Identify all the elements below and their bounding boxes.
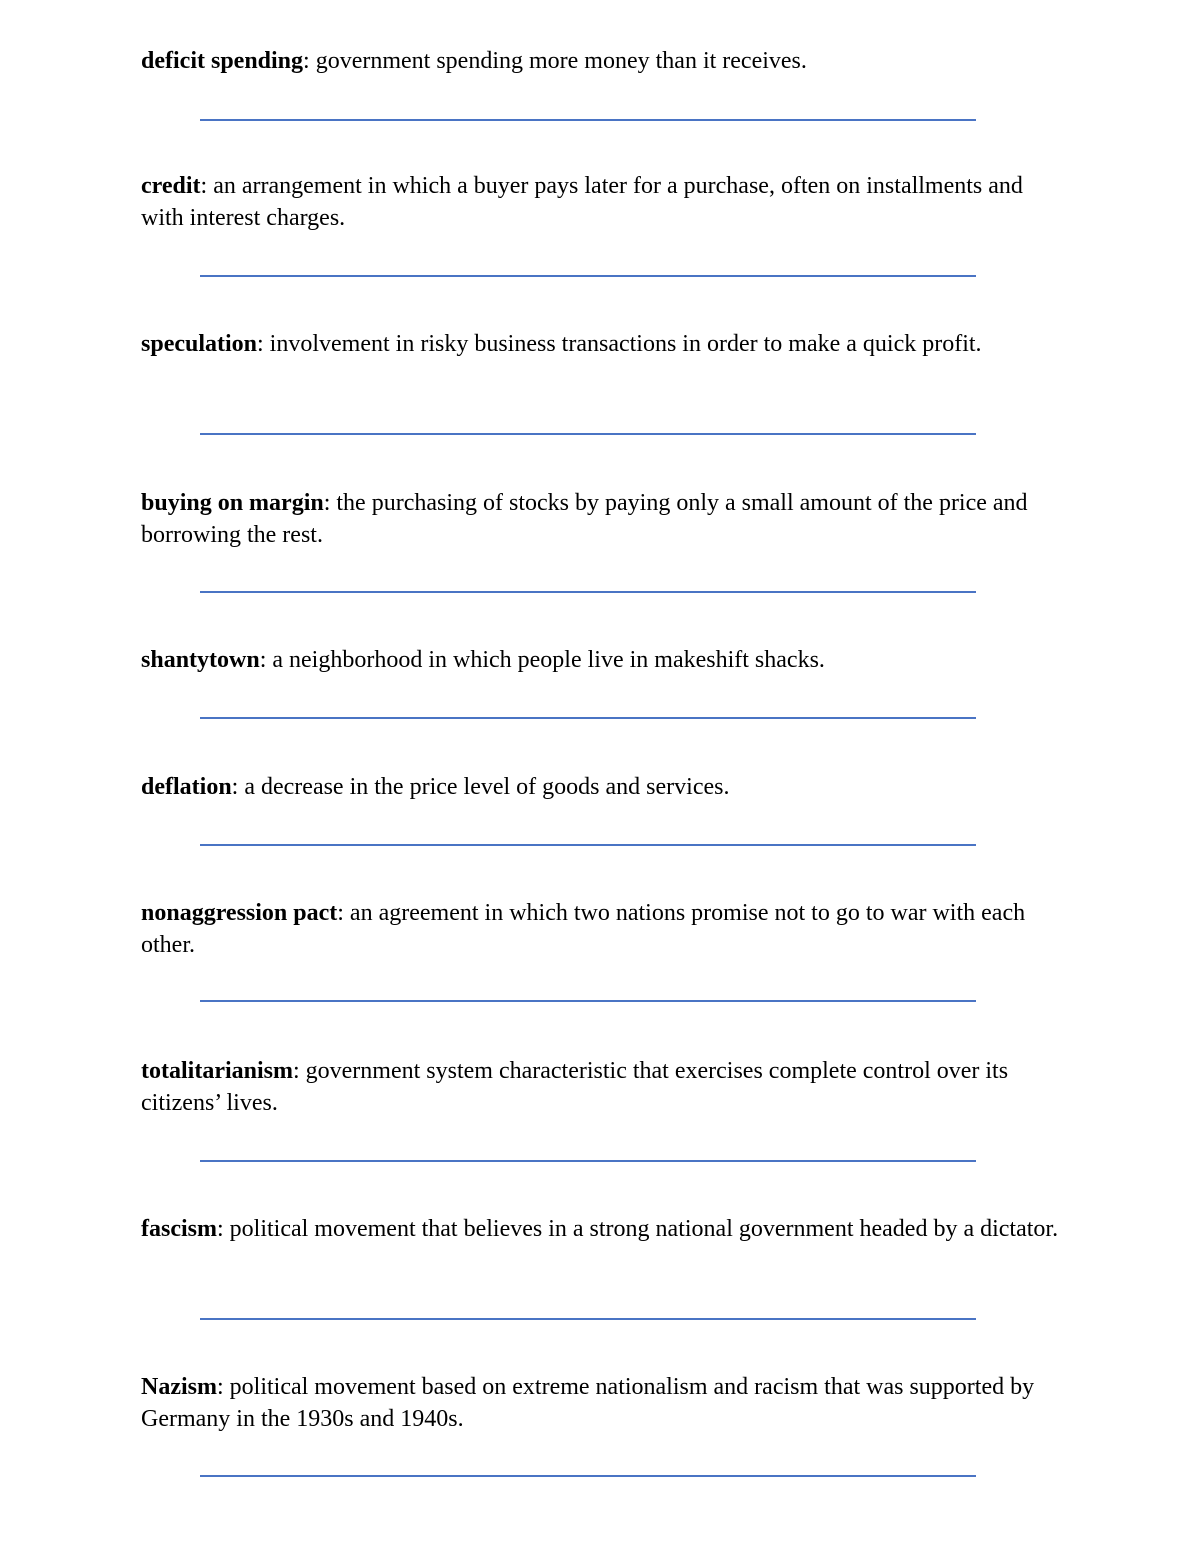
vocab-term: speculation [141,331,258,357]
vocab-entry-fascism [141,1214,1061,1246]
vocab-definition [141,488,1061,551]
vocab-definition [141,171,1061,234]
vocab-entry-nonaggression-pact [141,898,1061,961]
vocab-definition [141,329,1061,361]
vocab-definition-text: : a decrease in the price level of goods and services. [231,774,730,800]
vocab-definition-text: : government system characteristic that exercises complete control over its citizens’ lives. [141,1058,1009,1116]
answer-line [200,275,976,277]
vocab-term: deflation [141,774,232,800]
answer-line [200,844,976,846]
vocab-term: Nazism [141,1374,217,1400]
vocab-definition [141,1372,1061,1435]
vocab-definition-text: : involvement in risky business transactions in order to make a quick profit. [257,331,982,357]
vocab-entry-shantytown [141,645,1061,677]
vocab-definition [141,645,1061,677]
answer-line [200,1318,976,1320]
vocab-definition [141,898,1061,961]
vocab-definition [141,1056,1061,1119]
answer-line [200,119,976,121]
vocab-definition-text: : political movement that believes in a strong national government headed by a dictator. [216,1216,1059,1242]
vocab-definition [141,1214,1061,1246]
vocab-definition [141,772,1061,804]
vocab-term: totalitarianism [141,1058,293,1084]
vocab-entry-buying-on-margin [141,488,1061,551]
vocab-entry-nazism [141,1372,1061,1435]
vocab-definition-text: : government spending more money than it receives. [303,48,807,74]
vocab-term: buying on margin [141,490,324,516]
vocab-entry-deficit-spending [141,46,1061,78]
vocab-entry-totalitarianism [141,1056,1061,1119]
vocab-term: nonaggression pact [141,900,338,926]
vocab-term: fascism [141,1216,217,1242]
vocab-definition-text: : an agreement in which two nations promise not to go to war with each other. [141,900,1026,958]
vocab-entry-credit [141,171,1061,234]
vocab-definition [141,46,1061,78]
answer-line [200,433,976,435]
vocab-definition-text: : the purchasing of stocks by paying only a small amount of the price and borrowing the rest. [141,490,1028,548]
answer-line [200,1475,976,1477]
answer-line [200,591,976,593]
vocab-definition-text: : a neighborhood in which people live in makeshift shacks. [259,647,825,673]
vocab-term: shantytown [141,647,260,673]
answer-line [200,1000,976,1002]
vocab-entry-speculation [141,329,1061,361]
answer-line [200,1160,976,1162]
vocab-term: credit [141,173,201,199]
vocab-definition-text: : an arrangement in which a buyer pays later for a purchase, often on installments and with interest charges. [141,173,1023,231]
vocab-definition-text: : political movement based on extreme nationalism and racism that was supported by Germany in the 1930s and 1940s. [141,1374,1035,1432]
vocab-entry-deflation [141,772,1061,804]
vocab-term: deficit spending [141,48,304,74]
answer-line [200,717,976,719]
